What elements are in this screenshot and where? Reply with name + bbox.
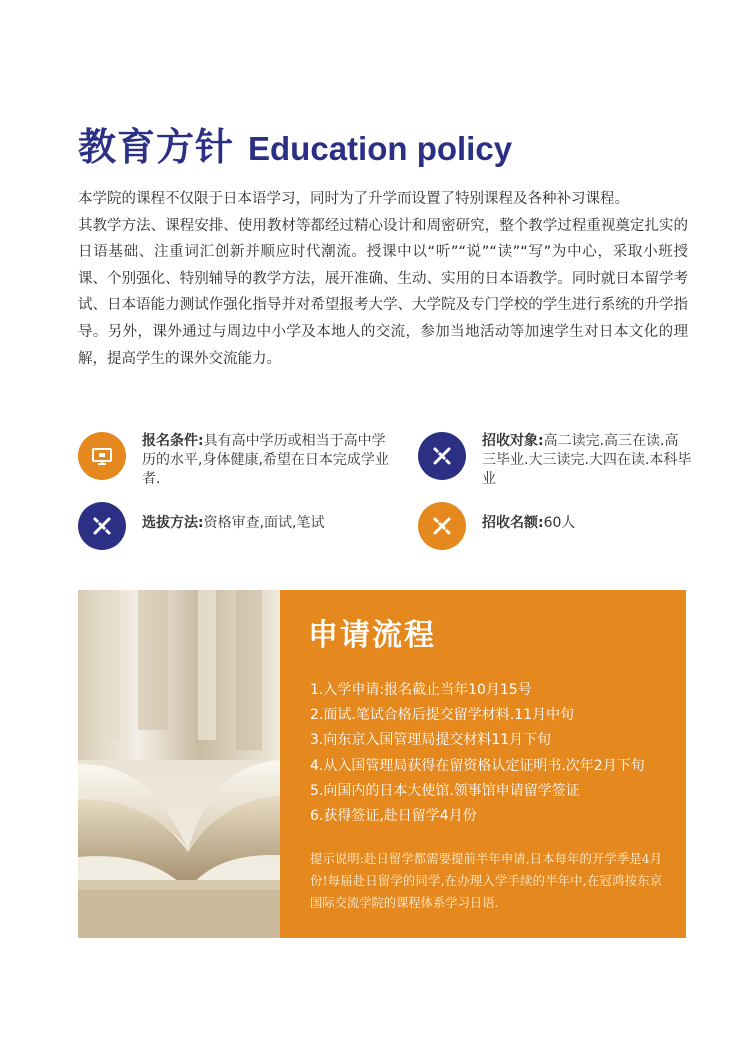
- info-requirements: [78, 432, 398, 489]
- process-step: 4.从入国管理局获得在留资格认定证明书.次年2月下旬: [310, 757, 645, 774]
- process-step: 5.向国内的日本大使馆.领事馆申请留学签证: [310, 782, 580, 799]
- open-book-image: [78, 590, 280, 938]
- info-targets: [418, 432, 698, 489]
- process-step: 1.入学申请:报名截止当年10月15号: [310, 682, 532, 698]
- monitor-icon: [78, 432, 126, 480]
- info-targets-text: [482, 432, 692, 489]
- intro-paragraph-1: 本学院的课程不仅限于日本语学习，同时为了升学而设置了特别课程及各种补习课程。: [78, 191, 629, 207]
- info-selection: [78, 502, 398, 550]
- process-note: 提示说明:赴日留学都需要提前半年申请,日本每年的开学季是4月份!每届赴日留学的同学,在办理入学手续的半年中,在冠鸿按东京国际交流学院的课程体系学习日语.: [310, 852, 662, 910]
- pencil-ruler-icon: [418, 502, 466, 550]
- intro-text: [78, 186, 688, 372]
- title-english: Education policy: [248, 130, 513, 167]
- info-quota-label: 招收名额:: [482, 515, 544, 531]
- process-step: 6.获得签证,赴日留学4月份: [310, 808, 477, 825]
- info-quota: [418, 502, 698, 550]
- info-quota-value: 60人: [543, 515, 576, 531]
- page-title: [78, 116, 512, 171]
- process-steps: [310, 678, 645, 829]
- info-selection-text: [142, 514, 396, 533]
- pencil-ruler-icon: [418, 432, 466, 480]
- info-quota-text: [482, 514, 692, 533]
- info-targets-value: 高二读完.高三在读.高三毕业.大三读完.大四在读.本科毕业: [482, 433, 692, 487]
- info-requirements-text: [142, 432, 396, 489]
- process-step: 2.面试.笔试合格后提交留学材料.11月中旬: [310, 707, 575, 724]
- process-step: 3.向东京入国管理局提交材料11月下旬: [310, 732, 552, 749]
- application-process-panel: [280, 590, 686, 938]
- info-requirements-value: 具有高中学历或相当于高中学历的水平,身体健康,希望在日本完成学业者.: [142, 433, 389, 487]
- info-selection-label: 选拔方法:: [142, 515, 204, 531]
- intro-paragraph-2: 其教学方法、课程安排、使用教材等都经过精心设计和周密研究，整个教学过程重视奠定扎实的日语基础、注重词汇创新并顺应时代潮流。授课中以“听”“说”“读”“写”为中心，采取小班授课、个别强化、特别辅导的教学方法，展开准确、生动、实用的日本语教学。同时就日本留学考试、日本语能力测试作强化指导并对希望报考大学、大学院及专门学校的学生进行系统的升学指导。另外，课外通过与周边中小学及本地人的交流，参加当地活动等加速学生对日本文化的理解，提高学生的课外交流能力。: [78, 217, 688, 367]
- title-chinese: 教育方针: [78, 125, 235, 169]
- pencil-ruler-icon: [78, 502, 126, 550]
- info-targets-label: 招收对象:: [482, 433, 544, 449]
- process-title: 申请流程: [308, 618, 436, 653]
- info-requirements-label: 报名条件:: [142, 433, 204, 449]
- info-selection-value: 资格审查,面试,笔试: [203, 515, 325, 531]
